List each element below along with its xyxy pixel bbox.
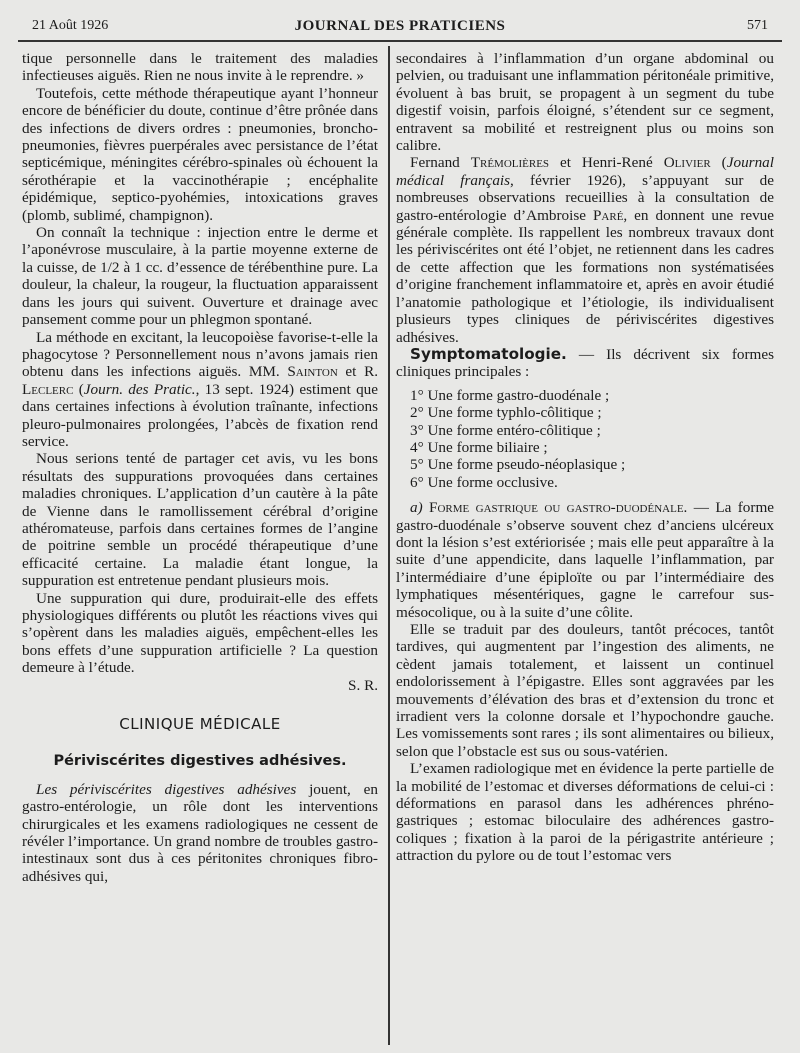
paragraph	[22, 329, 378, 451]
text-run: La méthode en excitant, la leucopoièse favorise-t-elle la phagocytose ? Personnellement nous n’avons jamais rien obtenu dans les infections aiguës. MM.	[22, 328, 378, 381]
paragraph: Toutefois, cette méthode thérapeutique ayant l’honneur encore de bénéficier du doute, continue d’être prônée dans des infections de divers ordres : pneumonies, broncho-pneumonies, fièvres puerpérales avec persistance de l’état septicémique, méningites cérébro-spinales où échouent la sérothérapie et la vaccinothérapie ; encéphalite épidémique, septico-pyohémies, intoxications graves (plomb, sublimé, champignon).	[22, 84, 378, 224]
article-title: Périviscérites digestives adhésives.	[53, 753, 347, 770]
text-run: Fernand	[410, 154, 471, 172]
paragraph: L’examen radiologique met en évidence la perte partielle de la mobilité de l’estomac et diverses déformations de celui-ci : déformations en parasol dans les adhérences phréno-gastriques ; estomac biloculaire des adhérences gastro-coliques ; fixation à la paroi de la périgastrite antérieure ; attraction du pylore ou de tout l’estomac vers	[396, 760, 774, 865]
list-letter: a)	[410, 499, 423, 517]
list-item: 5° Une forme pseudo-néoplasique ;	[410, 456, 626, 474]
subsection-heading	[396, 346, 774, 381]
list-item: 6° Une forme occlusive.	[410, 473, 558, 491]
paragraph: On connaît la technique : injection entre le derme et l’aponévrose musculaire, à la partie moyenne externe de la cuisse, de 1/2 à 1 cc. d’essence de térébenthine pure. La douleur, la chaleur, la rougeur, la fluctuation apparaissent dans les jours qui suivent. Ouverture et drainage avec pansement comme pour un phlegmon spontané.	[22, 224, 378, 329]
text-run: — Ils décrivent six formes cliniques principales :	[396, 345, 774, 381]
journal-reference: Journal médical français	[396, 154, 774, 189]
text-run: — La forme gastro-duodénale s’observe souvent chez d’anciens ulcéreux dont la lésion s’est extériorisée ; mais elle peut apparaître à la suite d’une appendicite, dans laquelle l’inflammation, par l’intermédiaire d’une épiploïte ou par l’intermédiaire des lymphatiques mésentériques, gagne le carrefour sus-mésocolique, ou à la suite d’une côlite.	[396, 499, 774, 621]
page-number: 571	[747, 18, 768, 33]
journal-title: JOURNAL DES PRATICIENS	[294, 18, 506, 34]
list-item: 1° Une forme gastro-duodénale ;	[410, 386, 610, 404]
text-run: et R.	[337, 363, 378, 381]
right-column	[396, 50, 774, 865]
signature: S. R.	[348, 676, 378, 694]
author-name: Olivier	[663, 154, 711, 172]
paragraph: Une suppuration qui dure, produirait-elle des effets physiologiques différents ou plutôt les réactions vives qui s’opèrent dans les maladies aiguës, empêchent-elles les bons effets d’une suppuration artificielle ? La question demeure à l’étude.	[22, 589, 378, 677]
paragraph	[22, 781, 378, 885]
forms-list	[410, 387, 774, 491]
author-name: Paré	[592, 206, 624, 224]
paragraph	[396, 499, 774, 621]
italic-lead: Les périviscérites digestives adhésives	[36, 780, 297, 798]
issue-date: 21 Août 1926	[32, 18, 109, 33]
author-name: Sainton	[287, 363, 338, 381]
header-rule	[18, 40, 782, 42]
text-run: , 13 sept. 1924) estiment que dans certaines infections à évolution traînante, infections pleuro-pulmonaires prolongées, l’abcès de fixation rend service.	[22, 380, 379, 450]
author-name: Leclerc	[22, 380, 74, 398]
subsection-label: Forme gastrique ou gastro-duodénale.	[422, 499, 688, 517]
subsection-label: Symptomatologie.	[410, 344, 567, 363]
text-run: (	[73, 380, 84, 398]
list-item: 2° Une forme typhlo-côlitique ;	[410, 404, 602, 422]
section-title: CLINIQUE MÉDICALE	[119, 715, 281, 734]
text-run: , février 1926), s’appuyant sur de nombreuses observations recueillies à la consultation de gastro-entérologie d’Ambroise	[396, 171, 774, 224]
paragraph: Elle se traduit par des douleurs, tantôt précoces, tantôt tardives, qui augmentent par l’ingestion des aliments, ne cèdent jamais totalement, et laissent un continuel endolorissement à l’épigastre. Elles sont aggravées par les mouvements d’élévation des bras et d’extension du tronc et irradient vers la colonne dorsale et l’hypochondre gauche. Les vomissements sont rares ; ils sont alimentaires ou bilieux, selon que l’obstacle est sus ou sous-vatérien.	[396, 621, 774, 760]
paragraph: tique personnelle dans le traitement des maladies infectieuses aiguës. Rien ne nous invite à le reprendre. »	[22, 50, 378, 85]
paragraph: secondaires à l’inflammation d’un organe abdominal ou pelvien, ou traduisant une inflammation péritonéale primitive, évoluent à bas bruit, se propagent à un segment du tube digestif voisin, parfois éloigné, s’étendent sur ce segment, entravent sa mobilité et restreignent plus ou moins son calibre.	[396, 50, 774, 155]
text-run: jouent, en gastro-entérologie, un rôle dont les interventions chirurgicales et les examens radiologiques ne cessent de révéler l’importance. Un grand nombre de troubles gastro-intestinaux sont dus à ces péritonites chroniques fibro-adhésives qui,	[22, 780, 378, 885]
paragraph	[396, 154, 774, 345]
list-item: 3° Une forme entéro-côlitique ;	[410, 421, 601, 439]
text-run: (	[710, 154, 727, 172]
paragraph: Nous serions tenté de partager cet avis, vu les bons résultats des suppurations provoquées dans certaines maladies chroniques. L’application d’un cautère à la pâte de Vienne dans le ramollissement cérébral d’origine athéromateuse, parfois dans certaines formes de l’angine de poitrine semble un procédé thérapeutique d’une efficacité certaine. La maladie étant longue, la suppuration est entretenue pendant plusieurs mois.	[22, 450, 378, 590]
text-run: et Henri-René	[549, 154, 664, 172]
journal-reference: Journ. des Pratic.	[83, 380, 196, 398]
running-header	[18, 16, 782, 40]
left-column	[22, 50, 378, 885]
author-name: Trémolières	[470, 154, 550, 172]
column-divider	[388, 46, 390, 1045]
text-run: , en donnent une revue générale complète. Ils rappellent les nombreux travaux dont les périviscérites ont été l’objet, ne retiennent dans les cadres de cette affection que les formations non systématisées d’origine franchement inflammatoire et, après en avoir étudié l’anatomie pathologique et l’étiologie, ils individualisent plusieurs types cliniques de périviscérites digestives adhésives.	[396, 206, 774, 346]
list-item: 4° Une forme biliaire ;	[410, 438, 548, 456]
